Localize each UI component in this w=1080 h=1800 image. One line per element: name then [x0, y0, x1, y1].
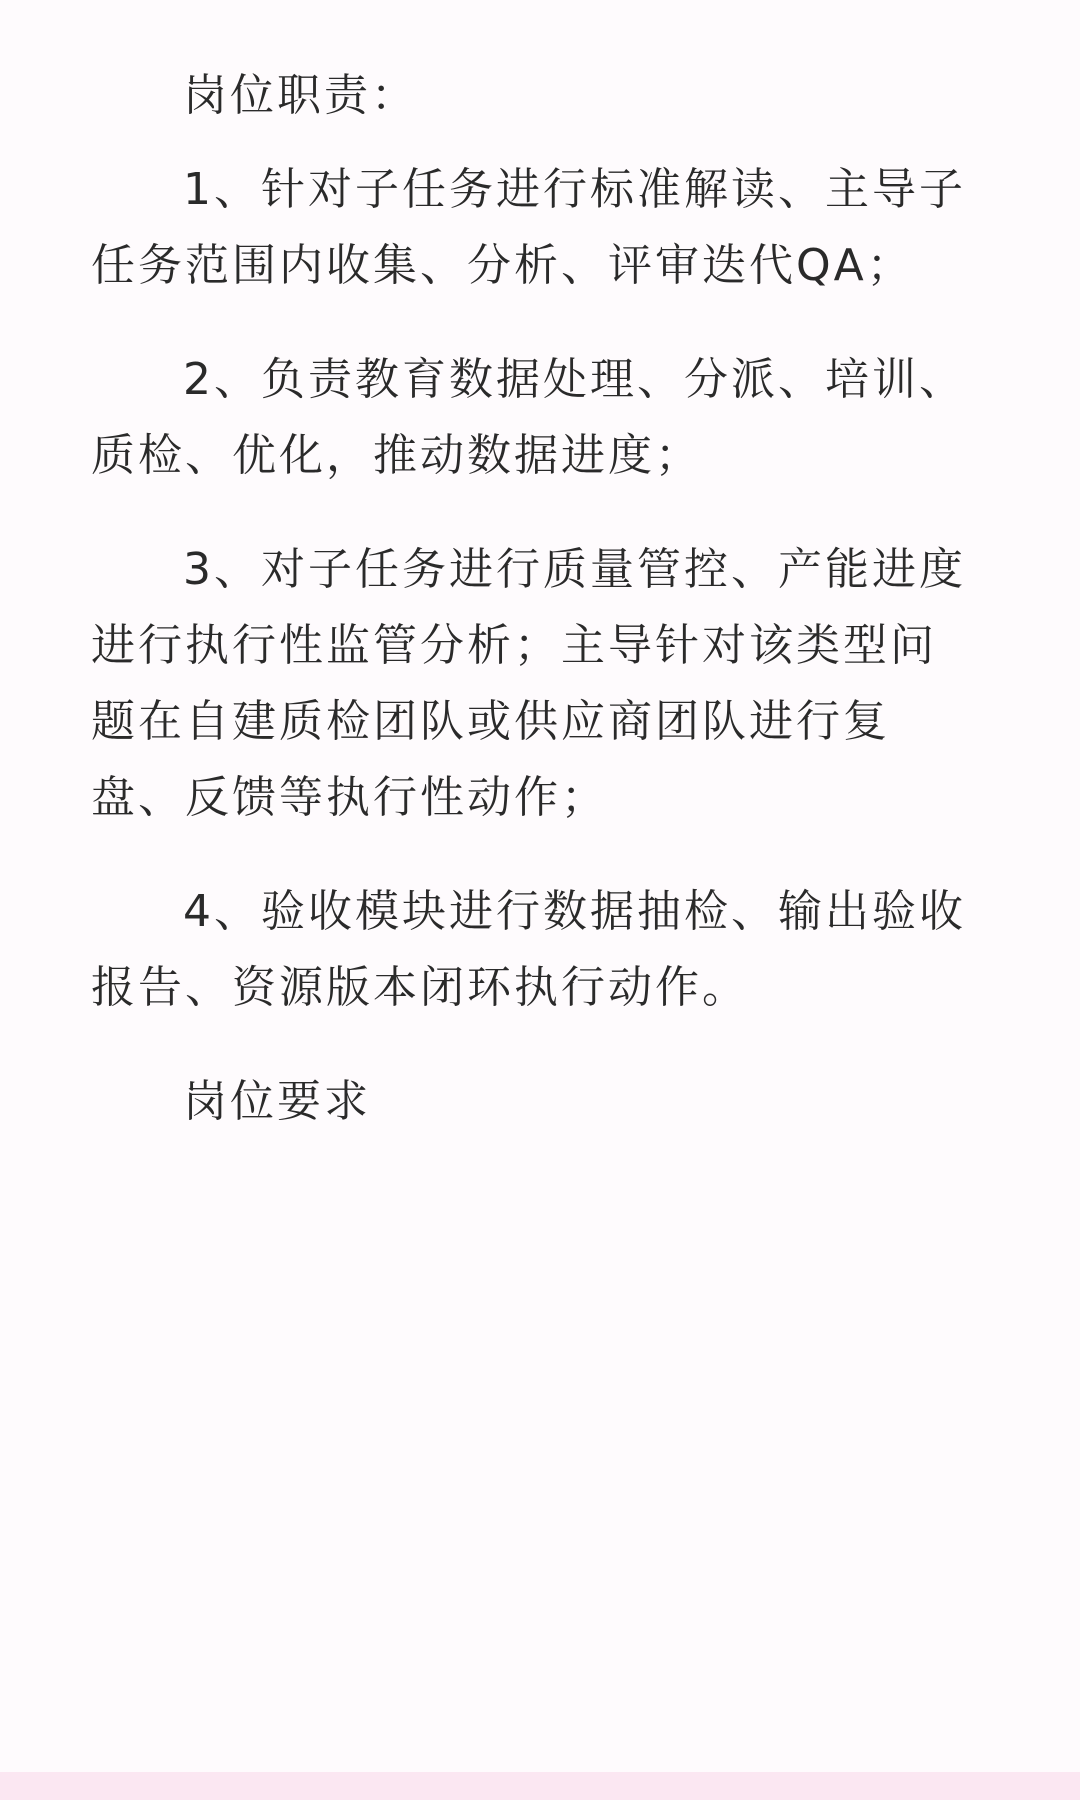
bottom-strip [0, 1772, 1080, 1800]
duties-heading: 岗位职责： [183, 70, 418, 121]
duty-item-4-line-2: 报告、资源版本闭环执行动作。 [91, 962, 749, 1013]
duty-item-4 [91, 874, 991, 1026]
duty-item-4-line-1: 4、验收模块进行数据抽检、输出验收 [183, 886, 966, 937]
duty-item-1-line-2: 任务范围内收集、分析、评审迭代QA； [91, 240, 914, 291]
duty-item-3-line-4: 盘、反馈等执行性动作； [91, 772, 608, 823]
duty-item-3 [91, 532, 991, 836]
duty-item-1-line-1: 1、针对子任务进行标准解读、主导子 [183, 164, 966, 215]
duty-item-3-line-2: 进行执行性监管分析；主导针对该类型问 [91, 620, 937, 671]
duty-item-2-line-1: 2、负责教育数据处理、分派、培训、 [183, 354, 966, 405]
requirements-heading: 岗位要求 [183, 1076, 371, 1127]
duty-item-2 [91, 342, 991, 494]
duty-item-2-line-2: 质检、优化，推动数据进度； [91, 430, 702, 481]
duty-item-3-line-3: 题在自建质检团队或供应商团队进行复 [91, 696, 890, 747]
duty-item-1 [91, 152, 991, 304]
duty-item-3-line-1: 3、对子任务进行质量管控、产能进度 [183, 544, 966, 595]
